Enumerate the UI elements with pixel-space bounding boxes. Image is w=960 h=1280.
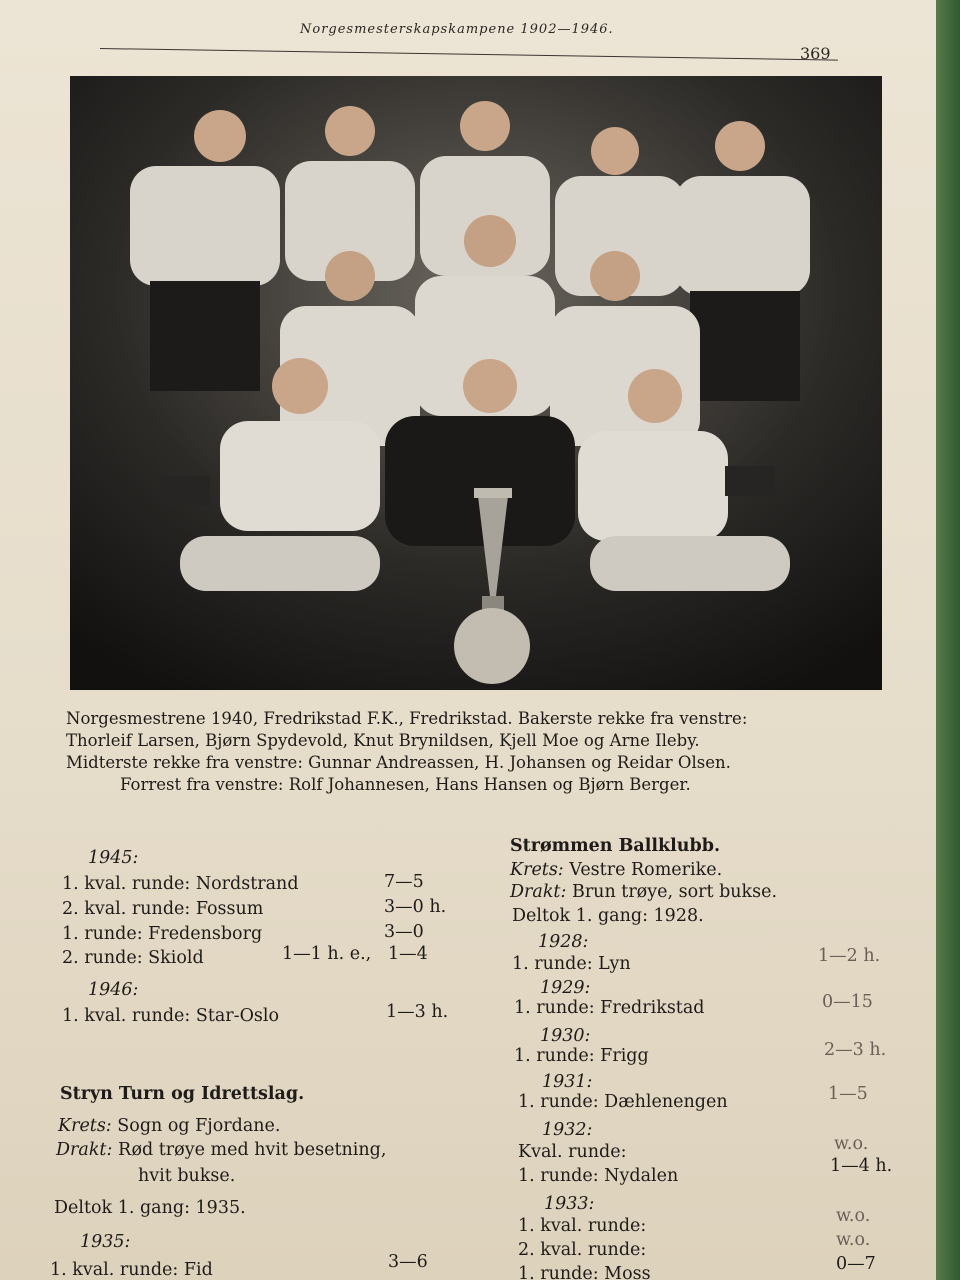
- club-first-season: Deltok 1. gang: 1928.: [512, 906, 704, 926]
- match-round: 1. runde: Dæhlenengen: [518, 1092, 728, 1112]
- match-score: 0—7: [836, 1254, 876, 1274]
- season-year: 1932:: [542, 1120, 593, 1140]
- caption-line: Forrest fra venstre: Rolf Johannesen, Hans Hansen og Bjørn Berger.: [120, 775, 691, 794]
- krets-value: Vestre Romerike.: [569, 860, 723, 880]
- club-drakt-continued: hvit bukse.: [138, 1166, 236, 1186]
- season-year: 1931:: [542, 1072, 593, 1092]
- club-drakt: [510, 882, 777, 902]
- running-head: Norgesmesterskapskampene 1902—1946.: [300, 22, 614, 37]
- season-year: 1930:: [540, 1026, 591, 1046]
- club-name: Strømmen Ballklubb.: [510, 836, 721, 856]
- caption-line: Norgesmestrene 1940, Fredrikstad F.K., Fredrikstad. Bakerste rekke fra venstre:: [66, 709, 748, 728]
- drakt-value: Brun trøye, sort bukse.: [571, 882, 778, 902]
- match-score: 1—3 h.: [386, 1002, 449, 1022]
- match-round: 1. runde: Nydalen: [518, 1166, 679, 1186]
- match-round: 1. kval. runde: Star-Oslo: [62, 1006, 280, 1026]
- match-score: 1—4 h.: [830, 1156, 893, 1176]
- match-score: 7—5: [384, 872, 424, 892]
- match-round: Kval. runde:: [518, 1142, 627, 1162]
- match-score: w.o.: [836, 1230, 871, 1250]
- season-year: 1946:: [88, 980, 139, 1000]
- season-year: 1928:: [538, 932, 589, 952]
- season-year: 1945:: [88, 848, 139, 868]
- match-score: w.o.: [836, 1206, 871, 1226]
- match-score: 1—2 h.: [818, 946, 881, 966]
- drakt-label: Drakt:: [510, 882, 567, 902]
- match-score: 3—0 h.: [384, 897, 447, 917]
- match-round: 2. runde: Skiold: [62, 948, 204, 968]
- match-score: 2—3 h.: [824, 1040, 887, 1060]
- match-round: 1. kval. runde: Fid: [50, 1260, 213, 1280]
- club-name: Stryn Turn og Idrettslag.: [60, 1084, 305, 1104]
- caption-line: Thorleif Larsen, Bjørn Spydevold, Knut Brynildsen, Kjell Moe og Arne Ileby.: [66, 731, 700, 750]
- krets-label: Krets:: [58, 1116, 112, 1136]
- match-round: 1. runde: Frigg: [514, 1046, 649, 1066]
- club-first-season: Deltok 1. gang: 1935.: [54, 1198, 246, 1218]
- krets-value: Sogn og Fjordane.: [117, 1116, 281, 1136]
- match-round: 2. kval. runde:: [518, 1240, 647, 1260]
- match-round: 1. runde: Lyn: [512, 954, 631, 974]
- match-round: 1. kval. runde:: [518, 1216, 647, 1236]
- caption-line: Midterste rekke fra venstre: Gunnar Andreassen, H. Johansen og Reidar Olsen.: [66, 753, 731, 772]
- page-number: 369: [800, 44, 831, 63]
- match-round: 1. runde: Moss: [518, 1264, 651, 1280]
- club-krets: [510, 860, 722, 880]
- match-round: 1. runde: Fredrikstad: [514, 998, 705, 1018]
- book-cover-edge: [936, 0, 960, 1280]
- match-score: 1—5: [828, 1084, 868, 1104]
- drakt-label: Drakt:: [56, 1140, 113, 1160]
- match-score: 3—6: [388, 1252, 428, 1272]
- match-round: 1. runde: Fredensborg: [62, 924, 263, 944]
- season-year: 1929:: [540, 978, 591, 998]
- drakt-value: Rød trøye med hvit besetning,: [117, 1140, 387, 1160]
- match-score: 0—15: [822, 992, 873, 1012]
- match-score: w.o.: [834, 1134, 869, 1154]
- match-score: 1—4: [388, 944, 428, 964]
- match-round: 1. kval. runde: Nordstrand: [62, 874, 299, 894]
- match-extra-time: 1—1 h. e.,: [282, 944, 372, 964]
- match-score: 3—0: [384, 922, 424, 942]
- krets-label: Krets:: [510, 860, 564, 880]
- season-year: 1935:: [80, 1232, 131, 1252]
- match-round: 2. kval. runde: Fossum: [62, 899, 264, 919]
- season-year: 1933:: [544, 1194, 595, 1214]
